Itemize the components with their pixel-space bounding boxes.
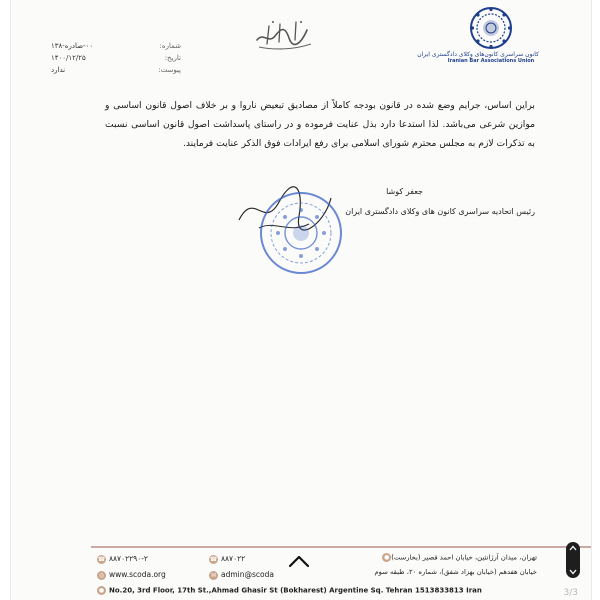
- meta-date-value: ۱۴۰۰/۱۲/۲۵: [51, 54, 86, 62]
- location-icon: ●: [384, 554, 390, 561]
- footer-phone-2-text: ۸۸۷۰۲۲: [221, 554, 246, 563]
- footer-phone-1-text: ۸۸۷۰۲۲۹۰-۲: [109, 554, 148, 563]
- page-navigation-pill[interactable]: [566, 542, 580, 578]
- footer-address-en: [97, 586, 482, 595]
- footer-phone-1: [97, 554, 148, 564]
- mail-icon: ✉: [210, 571, 217, 579]
- meta-number-label: شماره:: [159, 42, 181, 50]
- scroll-up-button[interactable]: [286, 548, 312, 574]
- signatory-title: رئیس اتحادیه سراسری کانون های وکلای دادگستری ایران: [345, 207, 535, 216]
- meta-number-row: [51, 40, 181, 52]
- location-icon: ●: [98, 587, 105, 594]
- meta-date-label: تاریخ:: [164, 54, 181, 62]
- org-emblem-icon: [469, 6, 513, 50]
- official-stamp: [258, 190, 344, 276]
- phone-icon: ☎: [209, 555, 218, 563]
- letter-body: براین اساس، جرایم وضع شده در قانون بودجه کاملاً از مصادیق تبعیض ناروا و بر خلاف اصول قانون اساسی و موازین شرعی می‌باشد. لذا استدعا دارد بذل عنایت فرموده و در راستای پاسداشت اصول قانون اساسی نسبت به تذکرات لازم به مجلس محترم شورای اسلامی برای رفع ایرادات فوق الذکر عنایت فرمایند.: [105, 100, 535, 149]
- footer-address-en-text: No.20, 3rd Floor, 17th St.,Ahmad Ghasir St (Bokharest) Argentine Sq. Tehran 1513833813 Iran: [109, 586, 482, 595]
- meta-attachment-row: [51, 64, 181, 76]
- chevron-down-icon[interactable]: [569, 569, 577, 575]
- chevron-up-icon[interactable]: [569, 545, 577, 551]
- phone-icon: ☎: [97, 555, 106, 563]
- bismillah-calligraphy: [249, 14, 319, 54]
- footer-email-text[interactable]: admin@scoda: [221, 570, 274, 579]
- globe-icon: ◎: [98, 571, 105, 579]
- meta-attachment-value: ندارد: [51, 66, 66, 74]
- footer-website-text[interactable]: www.scoda.org: [109, 570, 166, 579]
- org-logo-block: [417, 6, 539, 64]
- footer-address-fa-2-text: خیابان هفدهم (خیابان بهزاد شفق)، شماره ۲۰، طبقه سوم: [374, 568, 537, 576]
- chevron-up-icon: [288, 554, 310, 568]
- page-indicator: 3/3: [563, 588, 578, 598]
- meta-attachment-label: پیوست:: [158, 66, 181, 74]
- signatory-name: جعفر کوشا: [386, 187, 423, 196]
- org-name-en: Iranian Bar Associations Union: [447, 58, 535, 64]
- footer-address-fa-1-text: تهران، میدان آرژانتین، خیابان احمد قصیر (بخارست): [391, 553, 537, 562]
- org-name-fa: کانون سراسری کانون‌های وکلای دادگستری ایران: [417, 51, 539, 58]
- footer-divider: [91, 546, 591, 548]
- letter-meta: [51, 40, 181, 76]
- footer-address-fa-2: [374, 568, 537, 576]
- document-page: [10, 0, 592, 600]
- footer-phone-2: [209, 554, 245, 564]
- footer-email[interactable]: [209, 570, 274, 580]
- meta-number-value: ۰۰-صادره-۱۳۸: [51, 42, 94, 50]
- footer-website[interactable]: [97, 570, 166, 580]
- footer-address-fa-1: [379, 553, 537, 562]
- meta-date-row: [51, 52, 181, 64]
